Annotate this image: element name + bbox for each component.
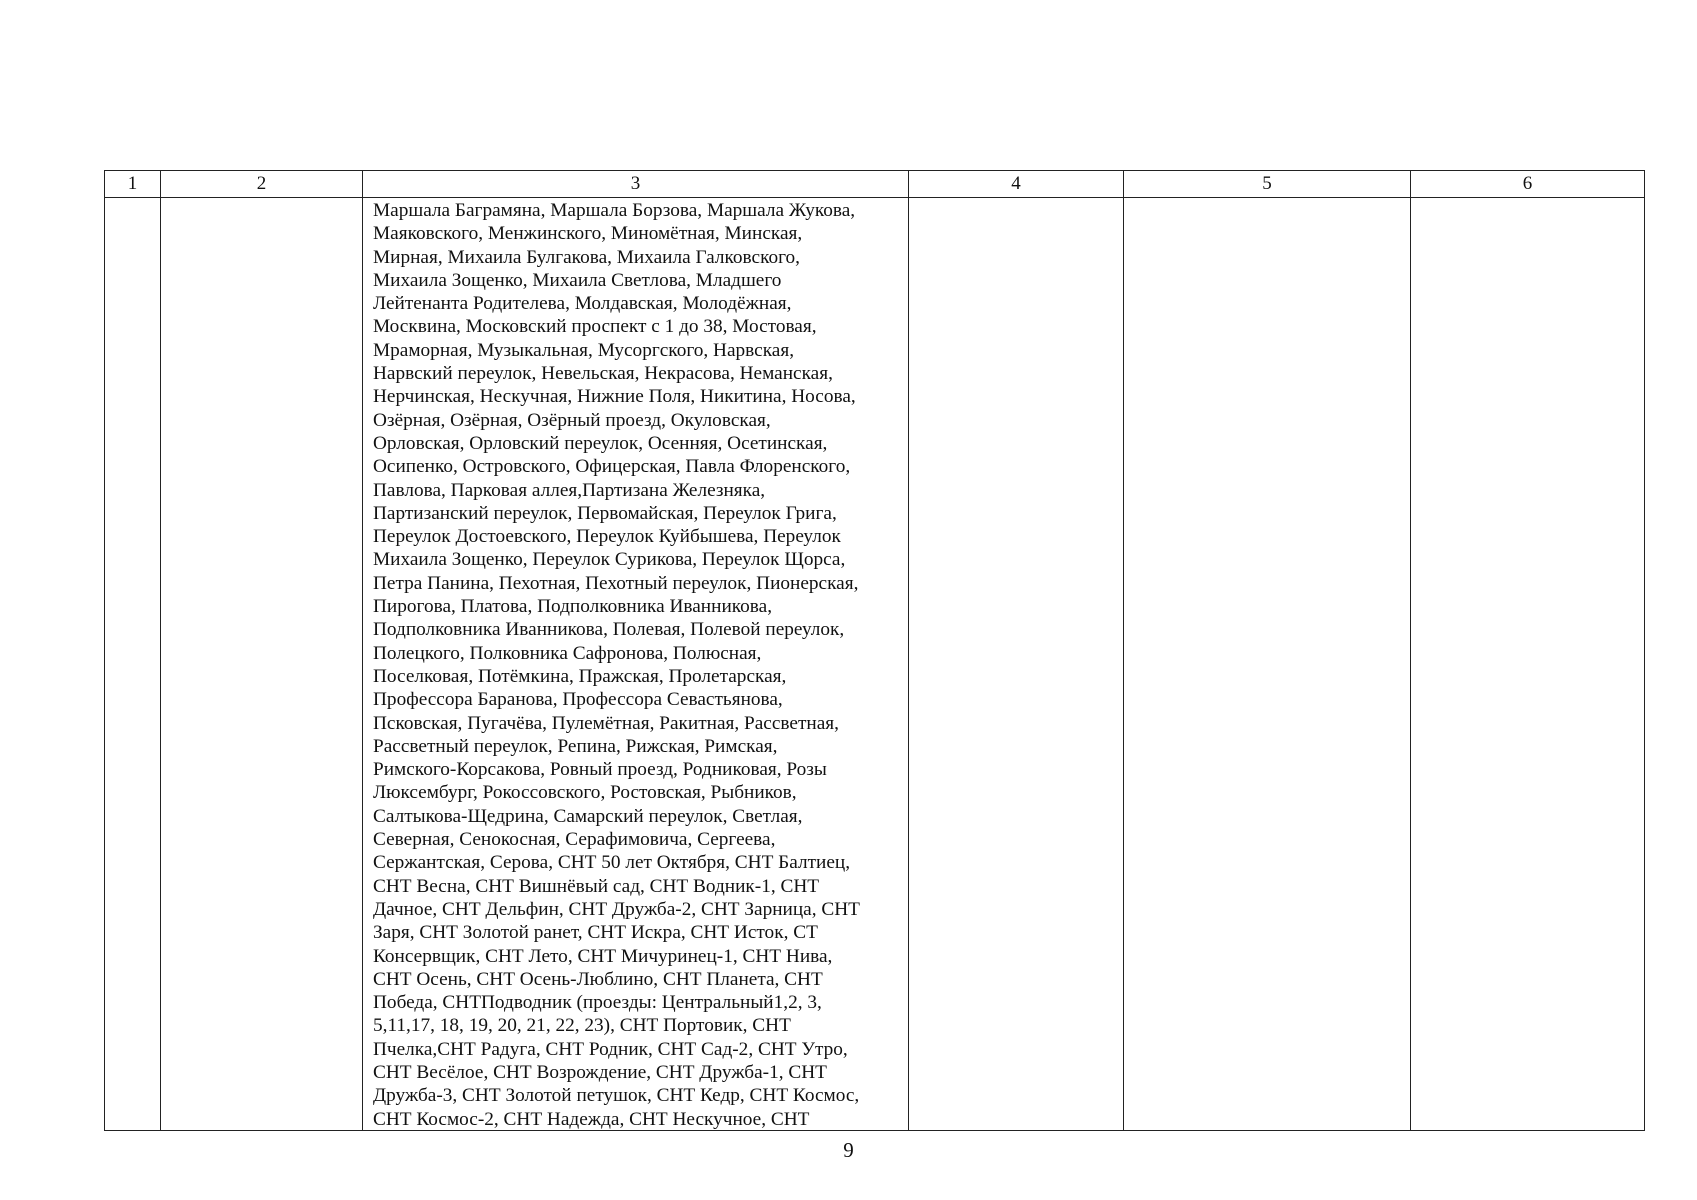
column-header-1: 1	[105, 171, 161, 198]
street-list-line: Озёрная, Озёрная, Озёрный проезд, Окуловская,	[373, 409, 771, 431]
street-list-line: Римского-Корсакова, Ровный проезд, Родниковая, Розы	[373, 759, 827, 781]
street-list-line: Консервщик, СНТ Лето, СНТ Мичуринец-1, СНТ Нива,	[373, 945, 833, 967]
street-list-line: Сержантская, Серова, СНТ 50 лет Октября, СНТ Балтиец,	[373, 852, 851, 874]
table-row	[105, 198, 1645, 1131]
cell-col-3-streets	[363, 198, 909, 1131]
street-list	[363, 198, 908, 1130]
street-list-line: Орловская, Орловский переулок, Осенняя, Осетинская,	[373, 432, 828, 454]
street-list-line: Северная, Сенокосная, Серафимовича, Сергеева,	[373, 829, 776, 851]
street-list-line: Переулок Достоевского, Переулок Куйбышева, Переулок	[373, 526, 841, 548]
street-list-line: СНТ Весёлое, СНТ Возрождение, СНТ Дружба-1, СНТ	[373, 1061, 827, 1083]
street-list-line: Лейтенанта Родителева, Молдавская, Молодёжная,	[373, 293, 792, 315]
street-list-line: Подполковника Иванникова, Полевая, Полевой переулок,	[373, 619, 845, 641]
street-list-line: Нерчинская, Нескучная, Нижние Поля, Никитина, Носова,	[373, 386, 856, 408]
street-list-line: Полецкого, Полковника Сафронова, Полюсная,	[373, 642, 762, 664]
street-list-line: Рассветный переулок, Репина, Рижская, Римская,	[373, 735, 778, 757]
street-list-line: Профессора Баранова, Профессора Севастьянова,	[373, 689, 783, 711]
street-list-line: Москвина, Московский проспект с 1 до 38, Мостовая,	[373, 316, 817, 338]
street-list-line: Дружба-3, СНТ Золотой петушок, СНТ Кедр, СНТ Космос,	[373, 1085, 860, 1107]
cell-col-2	[161, 198, 363, 1131]
street-list-line: Мраморная, Музыкальная, Мусоргского, Нарвская,	[373, 339, 795, 361]
street-list-line: 5,11,17, 18, 19, 20, 21, 22, 23), СНТ Портовик, СНТ	[373, 1015, 791, 1037]
column-header-2: 2	[161, 171, 363, 198]
street-list-line: Маяковского, Менжинского, Миномётная, Минская,	[373, 223, 803, 245]
street-list-line: Победа, СНТПодводник (проезды: Центральный1,2, 3,	[373, 992, 822, 1014]
street-list-line: Петра Панина, Пехотная, Пехотный переулок, Пионерская,	[373, 572, 859, 594]
street-list-line: Пирогова, Платова, Подполковника Иванникова,	[373, 596, 773, 618]
column-header-6: 6	[1411, 171, 1645, 198]
cell-col-6	[1411, 198, 1645, 1131]
street-list-line: Партизанский переулок, Первомайская, Переулок Грига,	[373, 502, 837, 524]
page-number: 9	[843, 1138, 854, 1162]
street-list-line: Осипенко, Островского, Офицерская, Павла Флоренского,	[373, 456, 851, 478]
column-header-5: 5	[1124, 171, 1411, 198]
street-list-line: Заря, СНТ Золотой ранет, СНТ Искра, СНТ Исток, СТ	[373, 922, 818, 944]
column-header-3: 3	[363, 171, 909, 198]
street-list-line: СНТ Космос-2, СНТ Надежда, СНТ Нескучное, СНТ	[373, 1108, 810, 1130]
street-list-line: Дачное, СНТ Дельфин, СНТ Дружба-2, СНТ Зарница, СНТ	[373, 898, 860, 920]
table-header-row	[105, 171, 1645, 198]
street-list-line: Люксембург, Рокоссовского, Ростовская, Рыбников,	[373, 782, 797, 804]
cell-col-1	[105, 198, 161, 1131]
column-header-4: 4	[909, 171, 1124, 198]
street-list-line: Нарвский переулок, Невельская, Некрасова, Неманская,	[373, 363, 833, 385]
street-list-line: Мирная, Михаила Булгакова, Михаила Галковского,	[373, 246, 800, 268]
addresses-table	[104, 170, 1645, 1131]
street-list-line: Маршала Баграмяна, Маршала Борзова, Маршала Жукова,	[373, 200, 856, 221]
street-list-line: Павлова, Парковая аллея,Партизана Железняка,	[373, 479, 766, 501]
street-list-line: Михаила Зощенко, Переулок Сурикова, Переулок Щорса,	[373, 549, 846, 571]
street-list-line: Пчелка,СНТ Радуга, СНТ Родник, СНТ Сад-2, СНТ Утро,	[373, 1038, 848, 1060]
street-list-line: Михаила Зощенко, Михаила Светлова, Младшего	[373, 269, 782, 291]
street-list-line: Поселковая, Потёмкина, Пражская, Пролетарская,	[373, 665, 787, 687]
street-list-line: СНТ Осень, СНТ Осень-Люблино, СНТ Планета, СНТ	[373, 968, 823, 990]
street-list-line: Псковская, Пугачёва, Пулемётная, Ракитная, Рассветная,	[373, 712, 839, 734]
street-list-line: Салтыкова-Щедрина, Самарский переулок, Светлая,	[373, 805, 803, 827]
street-list-line: СНТ Весна, СНТ Вишнёвый сад, СНТ Водник-1, СНТ	[373, 875, 820, 897]
cell-col-4	[909, 198, 1124, 1131]
cell-col-5	[1124, 198, 1411, 1131]
